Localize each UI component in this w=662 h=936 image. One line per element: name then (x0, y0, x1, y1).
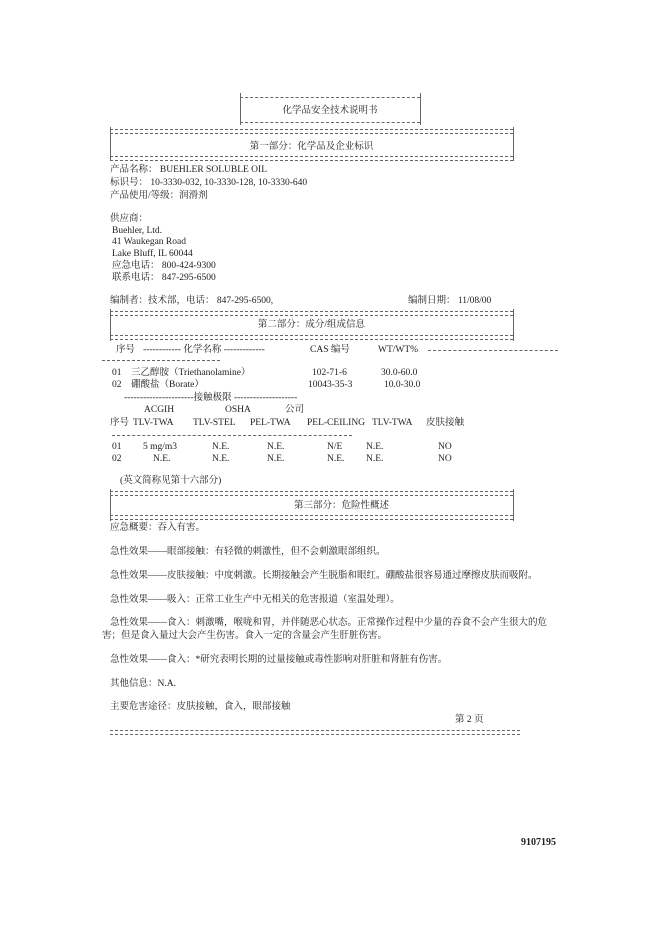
supplier-label: 供应商： (110, 214, 149, 224)
exposure-col: 皮肤接触 (426, 418, 465, 428)
section3-rule-bottom (110, 515, 513, 520)
component-cas: 102-71-6 (312, 368, 347, 378)
component-name: 三乙醇胺（Triethanolamine） (131, 368, 251, 378)
page-end-rule (110, 730, 520, 735)
section2-rule-bottom (110, 335, 513, 340)
contact-phone: 联系电话： 847-295-6500 (112, 273, 216, 283)
document-title: 化学品安全技术说明书 (282, 106, 378, 116)
exposure-col: TLV-TWA (133, 418, 174, 428)
component-seq: 02 (112, 380, 122, 390)
col-cas: CAS 编号 (310, 345, 350, 355)
exposure-cell: NO (438, 442, 452, 452)
col-chemical-name: ------------ 化学名称 ------------- (143, 345, 265, 355)
group-osha: OSHA (225, 405, 251, 415)
component-seq: 01 (112, 368, 122, 378)
section1-rule-top (110, 129, 513, 134)
supplier-line: 41 Waukegan Road (112, 237, 186, 247)
eye-effects: 急性效果——眼部接触：有轻微的刺激性，但不会刺激眼部组织。 (110, 547, 386, 557)
product-name: 产品名称： BUEHLER SOLUBLE OIL (110, 165, 268, 175)
group-acgih: ACGIH (144, 405, 175, 415)
section2-rule-top (110, 311, 513, 316)
exposure-col: PEL-TWA (250, 418, 291, 428)
header-dash (428, 350, 558, 351)
chronic-ingestion-effects: 急性效果——食入：*研究表明长期的过量接触或毒性影响对肝脏和肾脏有伤害。 (110, 655, 448, 665)
exposure-limits-title: ----------------------接触极限 -------------------- (124, 393, 298, 403)
exposure-col: PEL-CEILING (307, 418, 366, 428)
emergency-phone: 应急电话： 800-424-9300 (112, 261, 216, 271)
ingestion-effects-line1: 急性效果——食入：刺激嘴，喉咙和胃，并伴随恶心状态。正常操作过程中少量的吞食不会产生很大的危 (110, 618, 548, 628)
component-cas: 10043-35-3 (308, 380, 353, 390)
section1-title: 第一部分：化学品及企业标识 (249, 142, 374, 152)
exposure-cell: N.E. (212, 454, 230, 464)
prepared-date: 编制日期： 11/08/00 (408, 296, 492, 306)
header-dash-continued (102, 360, 220, 361)
exposure-cell: 01 (112, 442, 122, 452)
group-company: 公司 (285, 405, 305, 415)
emergency-summary: 应急概要：吞入有害。 (110, 523, 206, 533)
exposure-cell: N.E. (366, 442, 384, 452)
exposure-cell: N.E. (267, 442, 285, 452)
exposure-divider (112, 435, 352, 436)
component-wt: 10.0-30.0 (384, 380, 421, 390)
supplier-line: Buehler, Ltd. (112, 226, 163, 236)
page-number: 第 2 页 (455, 715, 484, 725)
skin-effects: 急性效果——皮肤接触：中度刺激。长期接触会产生脱脂和眼红。硼酸盐很容易通过摩擦皮肤而吸附。 (110, 571, 538, 581)
supplier-line: Lake Bluff, IL 60044 (112, 249, 193, 259)
section2-title: 第二部分：成分/组成信息 (257, 320, 366, 330)
component-name: 硼酸盐（Borate） (131, 380, 204, 390)
exposure-cell: N.E. (366, 454, 384, 464)
inhalation-effects: 急性效果——吸入：正常工业生产中无相关的危害报道（室温处理）。 (110, 595, 400, 605)
title-box-bottom (240, 122, 420, 123)
section1-right-bar (513, 127, 514, 161)
component-wt: 30.0-60.0 (381, 368, 418, 378)
exposure-cell: NO (438, 454, 452, 464)
id-numbers: 标识号： 10-3330-032, 10-3330-128, 10-3330-640 (110, 178, 308, 188)
exposure-cell: 5 mg/m3 (143, 442, 178, 452)
section2-right-bar (513, 309, 514, 341)
exposure-cell: N.E. (153, 454, 171, 464)
title-box-right (420, 93, 421, 125)
document-number: 9107195 (521, 837, 556, 848)
ingestion-effects-line2: 害；但是食入量过大会产生伤害。食入一定的含量会产生肝脏伤害。 (102, 631, 388, 641)
exposure-cell: N.E. (267, 454, 285, 464)
col-seq: 序号 (116, 345, 136, 355)
exposure-cell: 02 (112, 454, 122, 464)
title-box-top (240, 97, 420, 98)
prepared-by: 编制者：技术部，电话： 847-295-6500, (110, 296, 274, 306)
exposure-col: TLV-TWA (372, 418, 413, 428)
exposure-cell: N/E (327, 442, 343, 452)
col-wt: WT/WT% (378, 345, 419, 355)
section3-rule-top (110, 491, 513, 496)
exposure-col: 序号 (110, 418, 130, 428)
abbreviation-note: (英文简称见第十六部分) (120, 476, 222, 486)
exposure-routes: 主要危害途径：皮肤接触，食入，眼部接触 (110, 702, 291, 712)
exposure-cell: N.E. (327, 454, 345, 464)
section3-title: 第三部分：危险性概述 (293, 501, 389, 511)
exposure-col: TLV-STEL (193, 418, 236, 428)
section1-rule-bottom (110, 156, 513, 161)
exposure-cell: N.E. (212, 442, 230, 452)
product-usage: 产品使用/等级：润滑剂 (110, 191, 208, 201)
other-info: 其他信息：N.A. (110, 679, 176, 689)
